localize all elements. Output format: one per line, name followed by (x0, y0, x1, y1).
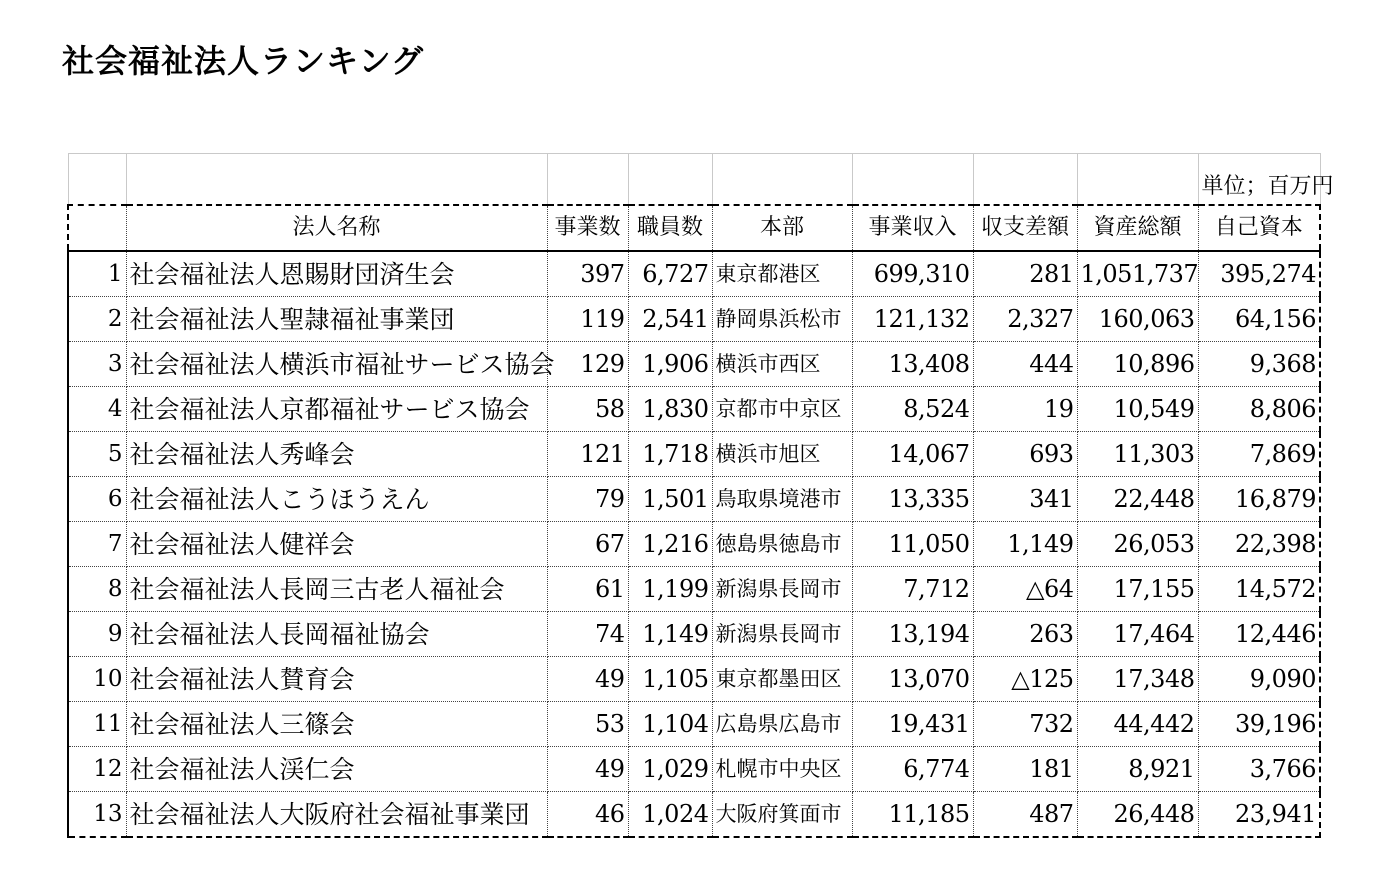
page-title: 社会福祉法人ランキング (62, 42, 425, 80)
header-business-count: 事業数 (547, 205, 628, 251)
cell-total-assets: 160,063 (1077, 297, 1198, 342)
cell-business-count: 121 (547, 432, 628, 477)
header-total-assets: 資産総額 (1077, 205, 1198, 251)
cell-revenue: 14,067 (852, 432, 973, 477)
header-name: 法人名称 (126, 205, 547, 251)
cell-equity: 14,572 (1198, 567, 1320, 612)
cell-revenue: 13,194 (852, 612, 973, 657)
cell-balance: 732 (973, 702, 1077, 747)
cell-balance: 281 (973, 251, 1077, 297)
cell-revenue: 19,431 (852, 702, 973, 747)
cell-business-count: 79 (547, 477, 628, 522)
cell-revenue: 11,185 (852, 792, 973, 838)
unit-row-cell (547, 154, 628, 206)
cell-business-count: 119 (547, 297, 628, 342)
table-row (68, 387, 1320, 432)
cell-balance: 2,327 (973, 297, 1077, 342)
cell-staff-count: 1,149 (628, 612, 712, 657)
unit-row-cell (852, 154, 973, 206)
cell-rank: 4 (68, 387, 126, 432)
cell-headquarters: 徳島県徳島市 (712, 522, 852, 567)
cell-total-assets: 10,896 (1077, 342, 1198, 387)
cell-name: 社会福祉法人賛育会 (126, 657, 547, 702)
cell-name: 社会福祉法人秀峰会 (126, 432, 547, 477)
unit-label: 単位；百万円 (1198, 154, 1320, 206)
header-equity: 自己資本 (1198, 205, 1320, 251)
cell-name: 社会福祉法人京都福祉サービス協会 (126, 387, 547, 432)
cell-total-assets: 26,053 (1077, 522, 1198, 567)
cell-revenue: 7,712 (852, 567, 973, 612)
cell-rank: 11 (68, 702, 126, 747)
cell-headquarters: 新潟県長岡市 (712, 612, 852, 657)
cell-equity: 395,274 (1198, 251, 1320, 297)
cell-headquarters: 横浜市西区 (712, 342, 852, 387)
table-row (68, 657, 1320, 702)
cell-balance: 693 (973, 432, 1077, 477)
cell-revenue: 13,335 (852, 477, 973, 522)
cell-total-assets: 17,155 (1077, 567, 1198, 612)
cell-balance: 444 (973, 342, 1077, 387)
cell-name: 社会福祉法人健祥会 (126, 522, 547, 567)
table-row (68, 297, 1320, 342)
cell-headquarters: 横浜市旭区 (712, 432, 852, 477)
cell-equity: 16,879 (1198, 477, 1320, 522)
cell-balance: 487 (973, 792, 1077, 838)
cell-rank: 8 (68, 567, 126, 612)
cell-equity: 64,156 (1198, 297, 1320, 342)
cell-headquarters: 大阪府箕面市 (712, 792, 852, 838)
cell-staff-count: 1,104 (628, 702, 712, 747)
cell-headquarters: 静岡県浜松市 (712, 297, 852, 342)
cell-headquarters: 札幌市中央区 (712, 747, 852, 792)
unit-row-cell (973, 154, 1077, 206)
unit-row-cell (68, 154, 126, 206)
cell-total-assets: 17,348 (1077, 657, 1198, 702)
cell-total-assets: 17,464 (1077, 612, 1198, 657)
table-row (68, 522, 1320, 567)
cell-revenue: 6,774 (852, 747, 973, 792)
header-staff-count: 職員数 (628, 205, 712, 251)
cell-total-assets: 10,549 (1077, 387, 1198, 432)
cell-staff-count: 1,216 (628, 522, 712, 567)
cell-name: 社会福祉法人横浜市福祉サービス協会 (126, 342, 547, 387)
cell-revenue: 699,310 (852, 251, 973, 297)
cell-balance: 1,149 (973, 522, 1077, 567)
cell-business-count: 49 (547, 657, 628, 702)
cell-equity: 7,869 (1198, 432, 1320, 477)
cell-name: 社会福祉法人長岡福祉協会 (126, 612, 547, 657)
cell-staff-count: 1,024 (628, 792, 712, 838)
cell-business-count: 53 (547, 702, 628, 747)
cell-business-count: 67 (547, 522, 628, 567)
cell-headquarters: 京都市中京区 (712, 387, 852, 432)
cell-business-count: 397 (547, 251, 628, 297)
cell-balance: 19 (973, 387, 1077, 432)
unit-row-cell (1077, 154, 1198, 206)
cell-rank: 10 (68, 657, 126, 702)
cell-equity: 39,196 (1198, 702, 1320, 747)
cell-name: 社会福祉法人長岡三古老人福祉会 (126, 567, 547, 612)
cell-equity: 12,446 (1198, 612, 1320, 657)
table-row (68, 251, 1320, 297)
cell-equity: 9,368 (1198, 342, 1320, 387)
cell-total-assets: 22,448 (1077, 477, 1198, 522)
cell-business-count: 129 (547, 342, 628, 387)
cell-business-count: 58 (547, 387, 628, 432)
cell-rank: 7 (68, 522, 126, 567)
cell-rank: 6 (68, 477, 126, 522)
cell-balance: 341 (973, 477, 1077, 522)
cell-headquarters: 広島県広島市 (712, 702, 852, 747)
cell-headquarters: 東京都墨田区 (712, 657, 852, 702)
table-row (68, 792, 1320, 838)
cell-rank: 9 (68, 612, 126, 657)
cell-revenue: 13,408 (852, 342, 973, 387)
cell-total-assets: 44,442 (1077, 702, 1198, 747)
cell-rank: 5 (68, 432, 126, 477)
table-row (68, 477, 1320, 522)
header-headquarters: 本部 (712, 205, 852, 251)
cell-revenue: 13,070 (852, 657, 973, 702)
cell-revenue: 121,132 (852, 297, 973, 342)
cell-equity: 3,766 (1198, 747, 1320, 792)
cell-total-assets: 26,448 (1077, 792, 1198, 838)
cell-revenue: 11,050 (852, 522, 973, 567)
cell-business-count: 74 (547, 612, 628, 657)
cell-staff-count: 1,029 (628, 747, 712, 792)
ranking-table (67, 153, 1334, 838)
cell-revenue: 8,524 (852, 387, 973, 432)
table-row (68, 567, 1320, 612)
cell-balance: 181 (973, 747, 1077, 792)
header-row (68, 205, 1320, 251)
cell-rank: 12 (68, 747, 126, 792)
table-row (68, 612, 1320, 657)
unit-row (68, 154, 1320, 206)
unit-row-cell (126, 154, 547, 206)
cell-name: 社会福祉法人恩賜財団済生会 (126, 251, 547, 297)
cell-headquarters: 東京都港区 (712, 251, 852, 297)
header-revenue: 事業収入 (852, 205, 973, 251)
cell-balance: △64 (973, 567, 1077, 612)
cell-equity: 22,398 (1198, 522, 1320, 567)
table-row (68, 342, 1320, 387)
cell-balance: △125 (973, 657, 1077, 702)
header-rank (68, 205, 126, 251)
cell-total-assets: 8,921 (1077, 747, 1198, 792)
cell-headquarters: 新潟県長岡市 (712, 567, 852, 612)
cell-name: 社会福祉法人大阪府社会福祉事業団 (126, 792, 547, 838)
cell-staff-count: 6,727 (628, 251, 712, 297)
cell-equity: 9,090 (1198, 657, 1320, 702)
cell-rank: 3 (68, 342, 126, 387)
header-balance: 収支差額 (973, 205, 1077, 251)
cell-name: 社会福祉法人聖隷福祉事業団 (126, 297, 547, 342)
cell-name: 社会福祉法人渓仁会 (126, 747, 547, 792)
cell-headquarters: 鳥取県境港市 (712, 477, 852, 522)
table-row (68, 432, 1320, 477)
cell-rank: 2 (68, 297, 126, 342)
cell-staff-count: 1,501 (628, 477, 712, 522)
cell-equity: 23,941 (1198, 792, 1320, 838)
cell-rank: 1 (68, 251, 126, 297)
cell-staff-count: 1,906 (628, 342, 712, 387)
cell-total-assets: 1,051,737 (1077, 251, 1198, 297)
unit-row-cell (628, 154, 712, 206)
cell-name: 社会福祉法人三篠会 (126, 702, 547, 747)
cell-equity: 8,806 (1198, 387, 1320, 432)
cell-staff-count: 1,105 (628, 657, 712, 702)
table-row (68, 747, 1320, 792)
cell-staff-count: 1,830 (628, 387, 712, 432)
cell-total-assets: 11,303 (1077, 432, 1198, 477)
unit-row-cell (712, 154, 852, 206)
cell-business-count: 46 (547, 792, 628, 838)
cell-business-count: 61 (547, 567, 628, 612)
cell-staff-count: 2,541 (628, 297, 712, 342)
cell-business-count: 49 (547, 747, 628, 792)
table-row (68, 702, 1320, 747)
cell-name: 社会福祉法人こうほうえん (126, 477, 547, 522)
cell-balance: 263 (973, 612, 1077, 657)
cell-staff-count: 1,718 (628, 432, 712, 477)
cell-staff-count: 1,199 (628, 567, 712, 612)
cell-rank: 13 (68, 792, 126, 838)
